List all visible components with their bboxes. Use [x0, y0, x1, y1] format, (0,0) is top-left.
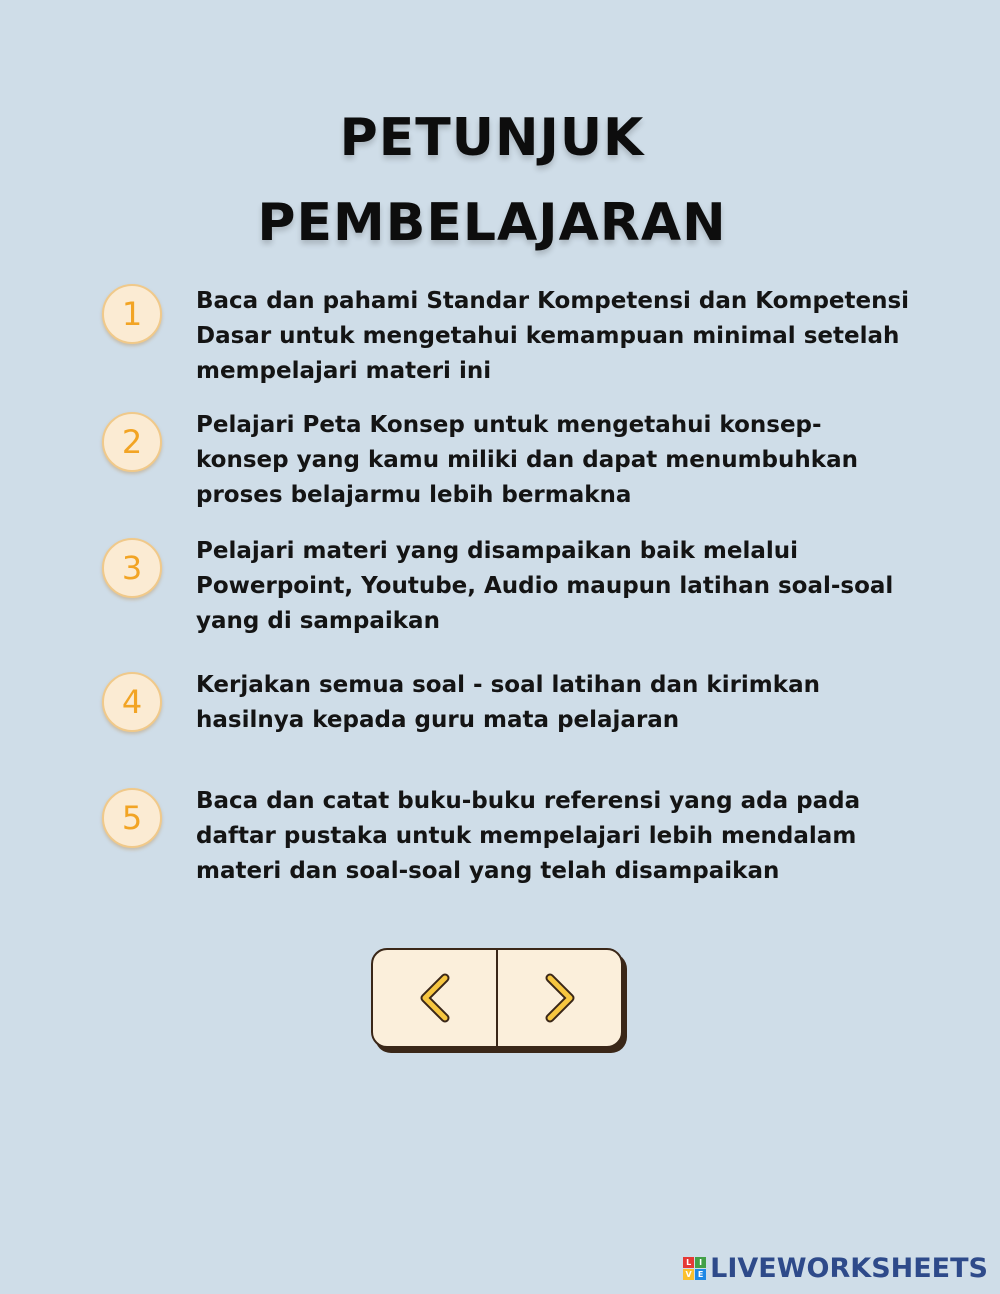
step-text-line: Baca dan catat buku-buku referensi yang ada pada [196, 788, 861, 814]
logo-letter: L [683, 1257, 694, 1268]
liveworksheets-brand [683, 1253, 988, 1284]
step-text-line: hasilnya kepada guru mata pelajaran [196, 707, 680, 733]
step-text-line: Kerjakan semua soal - soal latihan dan kirimkan [196, 672, 820, 698]
step-number-badge-1: 1 [102, 284, 162, 344]
step-text-3 [196, 534, 916, 639]
step-text-2 [196, 408, 916, 513]
step-text-1 [196, 284, 916, 389]
step-text-line: mempelajari materi ini [196, 358, 492, 384]
step-text-line: Pelajari Peta Konsep untuk mengetahui konsep- [196, 412, 822, 438]
step-text-4 [196, 668, 916, 738]
step-text-line: Pelajari materi yang disampaikan baik melalui [196, 538, 799, 564]
next-page-button[interactable] [498, 950, 621, 1046]
step-number-badge-4: 4 [102, 672, 162, 732]
liveworksheets-logo-icon [683, 1257, 706, 1280]
page-title-line-2: PEMBELAJARAN [257, 193, 727, 253]
step-text-line: Baca dan pahami Standar Kompetensi dan Kompetensi [196, 288, 910, 314]
step-text-line: materi dan soal-soal yang telah disampaikan [196, 858, 780, 884]
step-text-line: Dasar untuk mengetahui kemampuan minimal setelah [196, 323, 900, 349]
logo-letter: I [695, 1257, 706, 1268]
brand-name: LIVEWORKSHEETS [710, 1253, 988, 1284]
chevron-right-icon [542, 973, 578, 1023]
logo-letter: V [683, 1269, 694, 1280]
page-navigation [371, 948, 623, 1048]
step-text-line: proses belajarmu lebih bermakna [196, 482, 632, 508]
step-text-line: yang di sampaikan [196, 608, 440, 634]
step-text-line: konsep yang kamu miliki dan dapat menumbuhkan [196, 447, 858, 473]
step-number-badge-5: 5 [102, 788, 162, 848]
step-text-5 [196, 784, 916, 889]
step-text-line: daftar pustaka untuk mempelajari lebih mendalam [196, 823, 857, 849]
chevron-left-icon [417, 973, 453, 1023]
previous-page-button[interactable] [373, 950, 496, 1046]
step-number-badge-2: 2 [102, 412, 162, 472]
step-number-badge-3: 3 [102, 538, 162, 598]
logo-letter: E [695, 1269, 706, 1280]
page-title-line-1: PETUNJUK [339, 108, 645, 168]
step-text-line: Powerpoint, Youtube, Audio maupun latihan soal-soal [196, 573, 894, 599]
